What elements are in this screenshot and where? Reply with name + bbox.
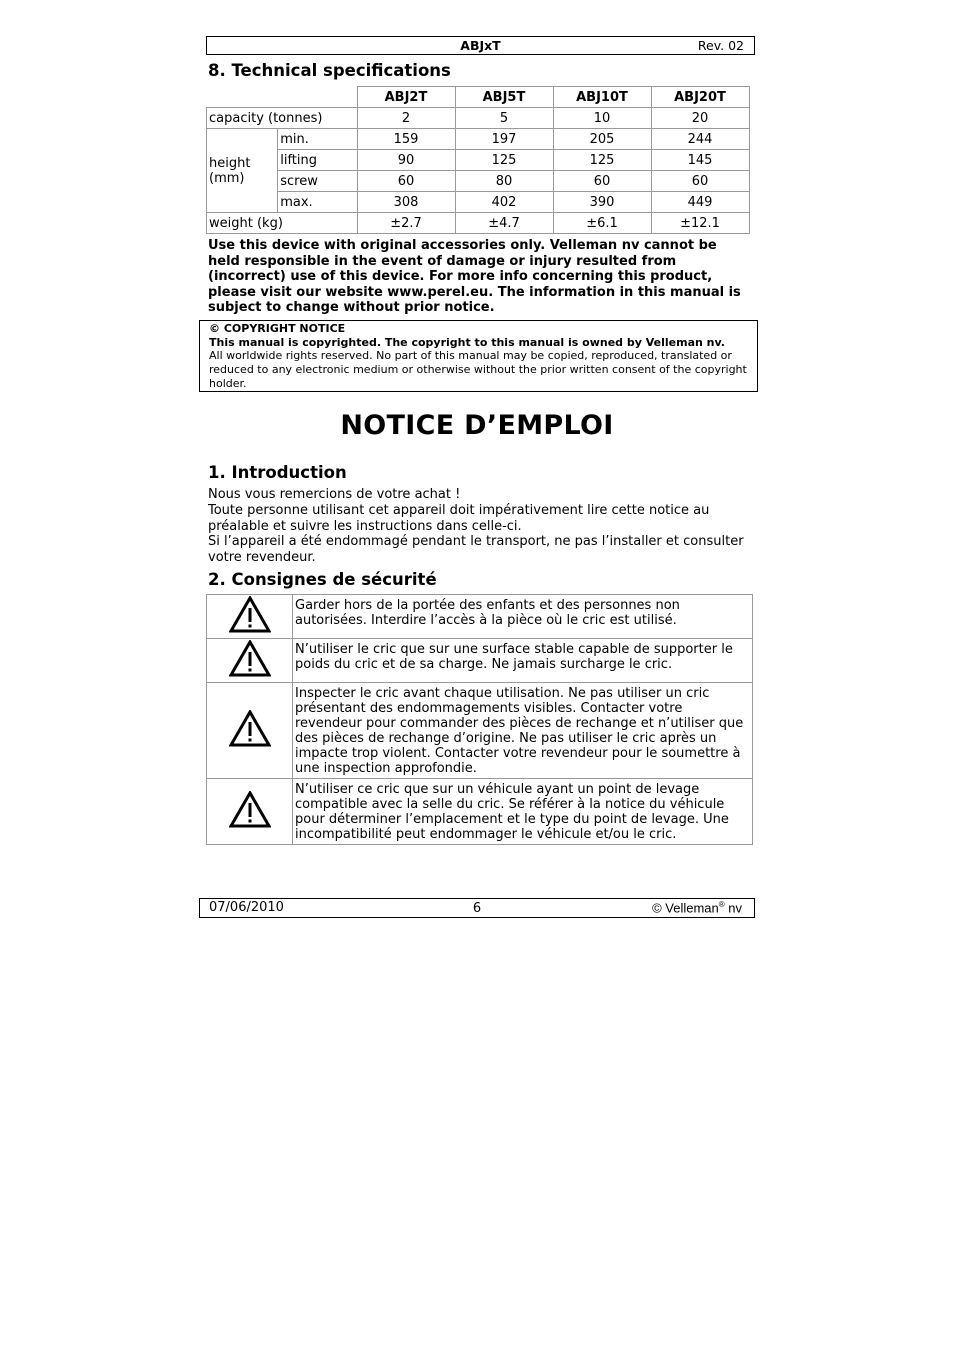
intro-text — [208, 487, 753, 566]
spec-cell: 2 — [357, 108, 455, 129]
safety-text: N’utiliser le cric que sur une surface stable capable de supporter le poids du cric et de sa charge. Ne jamais surcharge le cric. — [293, 639, 753, 683]
spec-cell: 402 — [455, 192, 553, 213]
warning-triangle-icon — [229, 640, 271, 677]
header-model: ABJxT — [460, 38, 501, 53]
spec-cell: 205 — [553, 129, 651, 150]
spec-cell: 60 — [357, 171, 455, 192]
spec-height-label — [207, 129, 278, 213]
spec-cell: 80 — [455, 171, 553, 192]
safety-row — [207, 595, 753, 639]
safety-icon-cell — [207, 683, 293, 779]
spec-cell: 449 — [651, 192, 749, 213]
usage-notice: Use this device with original accessories only. Velleman nv cannot be held responsible in the event of damage or injury resulted from (incorrect) use of this device. For more info concerning this product, please visit our website www.perel.eu. The information in this manual is subject to change without prior notice. — [208, 238, 741, 316]
footer-date: 07/06/2010 — [209, 900, 284, 915]
safety-row — [207, 639, 753, 683]
safety-icon-cell — [207, 779, 293, 845]
spec-cell: 244 — [651, 129, 749, 150]
safety-text: Garder hors de la portée des enfants et des personnes non autorisées. Interdire l’accès à la pièce où le cric est utilisé. — [293, 595, 753, 639]
spec-row-screw — [207, 171, 750, 192]
footer-brand-suffix: nv — [724, 900, 742, 916]
intro-heading: 1. Introduction — [208, 463, 347, 482]
copyright-body: All worldwide rights reserved. No part of this manual may be copied, reproduced, translated or reduced to any electronic medium or otherwise without the prior written consent of the copyright holder. — [209, 349, 747, 390]
footer-page-number: 6 — [472, 901, 482, 916]
spec-sub-label: lifting — [278, 150, 357, 171]
spec-cell: 60 — [651, 171, 749, 192]
intro-line: Nous vous remercions de votre achat ! — [208, 487, 461, 502]
spec-cell: 145 — [651, 150, 749, 171]
spec-col-header: ABJ20T — [651, 87, 749, 108]
spec-row-lifting — [207, 150, 750, 171]
spec-sub-label: screw — [278, 171, 357, 192]
page-footer — [199, 898, 755, 918]
copyright-notice — [199, 320, 758, 392]
spec-cell: 90 — [357, 150, 455, 171]
spec-cell: 5 — [455, 108, 553, 129]
footer-brand — [652, 900, 742, 915]
intro-line: Toute personne utilisant cet appareil doit impérativement lire cette notice au préalable et suivre les instructions dans celle-ci. — [208, 502, 710, 534]
spec-row-label: weight (kg) — [207, 213, 358, 234]
spec-cell: 125 — [455, 150, 553, 171]
spec-col-header: ABJ10T — [553, 87, 651, 108]
spec-cell: ±2.7 — [357, 213, 455, 234]
header-revision: Rev. 02 — [697, 38, 744, 53]
spec-cell: 197 — [455, 129, 553, 150]
spec-col-header: ABJ2T — [357, 87, 455, 108]
intro-line: Si l’appareil a été endommagé pendant le transport, ne pas l’installer et consulter votre revendeur. — [208, 534, 744, 566]
page-header — [206, 36, 755, 55]
spec-cell: 159 — [357, 129, 455, 150]
spec-row-label: capacity (tonnes) — [207, 108, 358, 129]
footer-brand-name: © Velleman — [652, 900, 719, 916]
spec-row-min — [207, 129, 750, 150]
main-title: NOTICE D’EMPLOI — [340, 410, 614, 441]
spec-row-max — [207, 192, 750, 213]
spec-cell: ±4.7 — [455, 213, 553, 234]
spec-cell: 10 — [553, 108, 651, 129]
spec-cell: 60 — [553, 171, 651, 192]
spec-sub-label: min. — [278, 129, 357, 150]
warning-triangle-icon — [229, 596, 271, 633]
spec-cell: ±12.1 — [651, 213, 749, 234]
height-label-line2: (mm) — [209, 170, 245, 186]
spec-cell: 308 — [357, 192, 455, 213]
safety-row — [207, 683, 753, 779]
copyright-title: © COPYRIGHT NOTICE — [209, 322, 346, 335]
height-label-line1: height — [209, 155, 251, 171]
safety-icon-cell — [207, 639, 293, 683]
safety-heading: 2. Consignes de sécurité — [208, 570, 437, 589]
spec-cell: ±6.1 — [553, 213, 651, 234]
spec-cell: 20 — [651, 108, 749, 129]
spec-corner-cell — [207, 87, 358, 108]
spec-cell: 125 — [553, 150, 651, 171]
spec-cell: 390 — [553, 192, 651, 213]
spec-row-weight — [207, 213, 750, 234]
footer-registered-mark: ® — [718, 900, 725, 909]
spec-header-row — [207, 87, 750, 108]
spec-col-header: ABJ5T — [455, 87, 553, 108]
safety-icon-cell — [207, 595, 293, 639]
safety-table — [206, 594, 753, 845]
copyright-bold-line: This manual is copyrighted. The copyright to this manual is owned by Velleman nv. — [209, 335, 725, 349]
spec-row-capacity — [207, 108, 750, 129]
warning-triangle-icon — [229, 791, 271, 828]
warning-triangle-icon — [229, 710, 271, 747]
safety-text: N’utiliser ce cric que sur un véhicule ayant un point de levage compatible avec la selle du cric. Se référer à la notice du véhicule pour déterminer l’emplacement et le type du point de levage. Une incompatibilité peut endommager le véhicule et/ou le cric. — [293, 779, 753, 845]
spec-table — [206, 86, 750, 234]
safety-text: Inspecter le cric avant chaque utilisation. Ne pas utiliser un cric présentant des endommagements visibles. Contacter votre revendeur pour commander des pièces de rechange et n’utiliser que des pièces de rechange d’origine. Ne pas utiliser le cric après un impacte trop violent. Contacter votre revendeur pour le soumettre à une inspection approfondie. — [293, 683, 753, 779]
spec-sub-label: max. — [278, 192, 357, 213]
section-8-heading: 8. Technical specifications — [208, 61, 451, 80]
safety-row — [207, 779, 753, 845]
